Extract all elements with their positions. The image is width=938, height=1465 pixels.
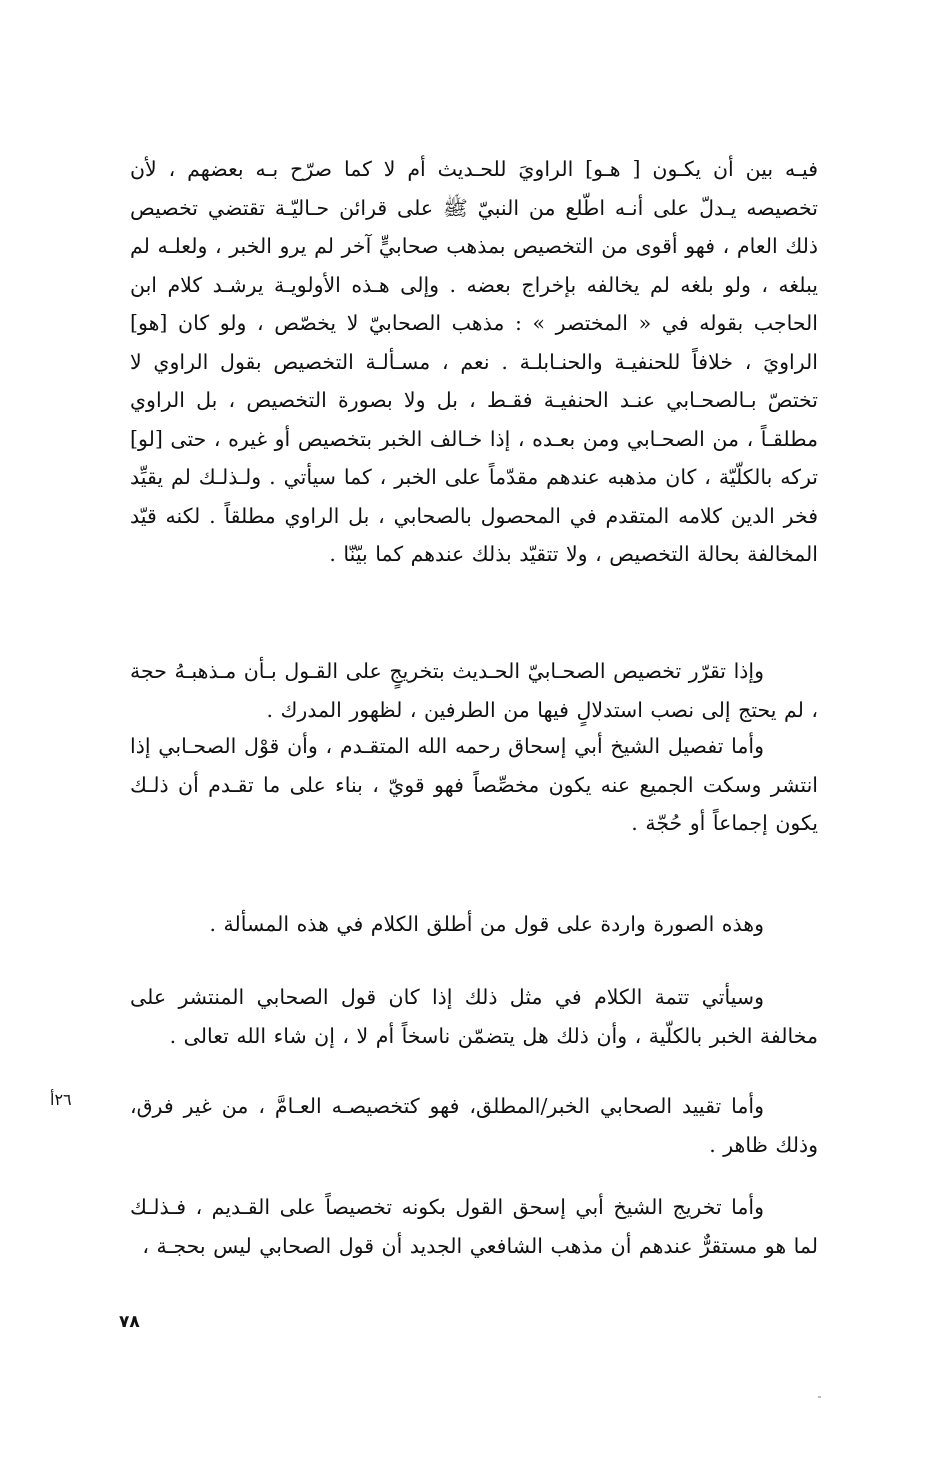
paragraph-2: وإذا تقرّر تخصيص الصحـابيّ الحـديث بتخريجٍ على القـول بـأن مـذهبـهُ حجة ، لم يحتج إلى نصب استدلالٍ فيها من الطرفين ، لظهور المدرك .	[130, 659, 818, 722]
page-number: ٧٨	[119, 1312, 140, 1332]
margin-folio-note: ٢٦أ	[50, 1090, 72, 1109]
paragraph-6: وأما تقييد الصحابي الخبر/المطلق، فهو كتخصيصـه العـامَّ ، من غير فرق، وذلك ظاهر .	[130, 1094, 818, 1157]
paragraph-1: فيـه بين أن يكـون [ هـو] الراويَ للحـديث أم لا كما صرّح بـه بعضهم ، لأن تخصيصه يـدلّ على أنـه اطّلع من النبيّ ﷺ على قرائن حـاليّـة تقتضي تخصيص ذلك العام ، فهو أقوى من التخصيص بمذهب صحابيٍّ آخر لم يرو الخبر ، ولعلـه لم يبلغه ، ولو بلغه لم يخالفه بإخراج بعضه . وإلى هـذه الأولويـة يرشـد كلام ابن الحاجب بقوله في « المختصر » : مذهب الصحابيّ لا يخصّص ، ولو كان [هو] الراويَ ، خلافاً للحنفيـة والحنـابلـة . نعم ، مسـألـة التخصيص بقول الراوي لا تختصّ بـالصحـابي عنـد الحنفيـة فقـط ، بل ولا بصورة التخصيص ، بل الراوي مطلقـاً ، من الصحـابي ومن بعـده ، إذا خـالف الخبر بتخصيص أو غيره ، حتى [لو] تركه بالكلّيّة ، كان مذهبه عندهم مقدّماً على الخبر ، كما سيأتي . ولـذلـك لم يقيِّد فخر الدين كلامه المتقدم في المحصول بالصحابي ، بل الراوي مطلقاً . لكنه قيّد المخالفة بحالة التخصيص ، ولا تتقيّد بذلك عندهم كما بيّنّا .	[130, 157, 818, 566]
paragraph-7: وأما تخريج الشيخ أبي إسحق القول بكونه تخصيصاً على القـديم ، فـذلـك لما هو مستقرٌّ عندهم أن مذهب الشافعي الجديد أن قول الصحابي ليس بحجـة ،	[130, 1195, 818, 1258]
paragraph-5: وسيأتي تتمة الكلام في مثل ذلك إذا كان قول الصحابي المنتشر على مخالفة الخبر بالكلّية ، وأن ذلك هل يتضمّن ناسخاً أم لا ، إن شاء الله تعالى .	[130, 985, 818, 1048]
scan-speck	[818, 1396, 821, 1398]
paragraph-3: وأما تفصيل الشيخ أبي إسحاق رحمه الله المتقـدم ، وأن قوْل الصحـابي إذا انتشر وسكت الجميع عنه يكون مخصِّصاً فهو قويّ ، بناء على ما تقـدم أن ذلـك يكون إجماعاً أو حُجّة .	[130, 734, 818, 835]
paragraph-4: وهذه الصورة واردة على قول من أطلق الكلام في هذه المسألة .	[209, 912, 764, 936]
